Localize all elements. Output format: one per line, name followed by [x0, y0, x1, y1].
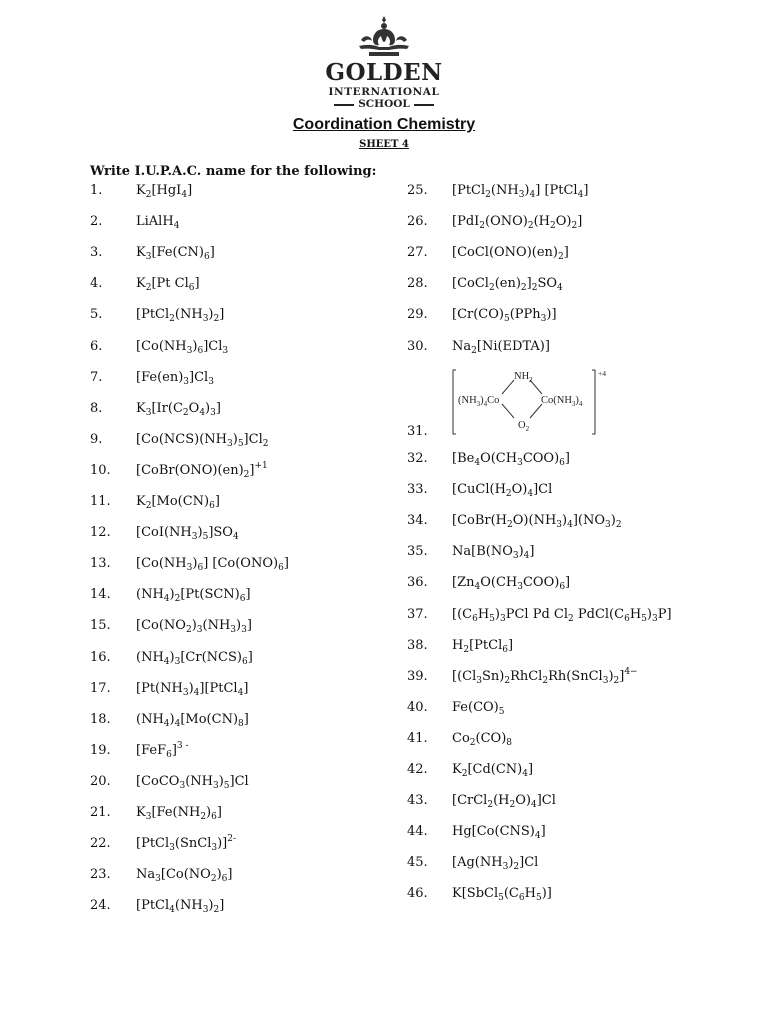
question-number: 38. — [407, 637, 428, 653]
question-number: 26. — [407, 214, 428, 230]
question-formula: $[Co(NO_2)_3(NH_3)_3]$ — [136, 618, 252, 636]
question-formula: $Na_2[Ni(EDTA)]$ — [452, 338, 550, 356]
question-number: 39. — [407, 668, 428, 684]
question-number: 41. — [407, 730, 428, 746]
question-formula: [PtCl$_3$(SnCl$_3$)]$^{2-}$ — [136, 834, 237, 854]
question-number: 19. — [90, 742, 111, 758]
question-number: 3. — [90, 245, 103, 261]
question-number: 4. — [90, 276, 103, 292]
question-item — [90, 460, 410, 481]
question-item — [407, 307, 727, 325]
question-formula: $K_2[HgI_4]$ — [136, 183, 193, 200]
question-formula: $K_2[Cd(CN)_4]$ — [452, 762, 534, 779]
question-number: 45. — [407, 855, 428, 871]
school-logo — [0, 14, 768, 111]
question-formula: $[CoCl(ONO)(en)_2]$ — [452, 245, 569, 263]
question-item — [90, 867, 410, 885]
question-number: 11. — [90, 494, 111, 509]
instruction-text: Write I.U.P.A.C. name for the following: — [90, 164, 377, 179]
question-item — [407, 607, 727, 625]
question-formula: $[CoCl_2(en)_2]_2SO_4$ — [452, 276, 563, 294]
question-formula: $[PtCl_4(NH_3)_2]$ — [136, 898, 225, 916]
question-formula: $[Zn_4O(CH_3COO)_6]$ — [452, 575, 571, 593]
question-item — [407, 513, 727, 531]
question-formula: $K_3[Fe(NH_2)_6]$ — [136, 805, 222, 822]
question-formula: $[CuCl(H_2O)_4]Cl$ — [452, 482, 553, 500]
question-item — [407, 886, 727, 904]
question-number: 7. — [90, 369, 103, 385]
school-name-line3 — [0, 98, 768, 111]
question-formula: $Na_3[Co(NO_2)_6]$ — [136, 867, 233, 885]
question-formula: $Hg[Co(CNS)_4]$ — [452, 824, 546, 842]
question-item — [90, 525, 410, 543]
question-formula: $[CoCO_3(NH_3)_5]Cl$ — [136, 773, 249, 791]
question-number: 13. — [90, 556, 111, 572]
question-formula: $[Co(NH_3)_6]$ $[Co(ONO)_6]$ — [136, 556, 289, 574]
divider — [334, 104, 354, 106]
question-item — [90, 307, 410, 325]
question-number: 23. — [90, 867, 111, 883]
question-formula: $[(Cl_3Sn)_2RhCl_2Rh(SnCl_3)_2]^{4-}$ — [452, 666, 638, 686]
question-formula: LiAlH$_4$ — [136, 214, 180, 232]
question-item — [90, 183, 410, 201]
question-formula: $[CoBr(H_2O)(NH_3)_4](NO_3)_2$ — [452, 513, 622, 531]
question-number: 8. — [90, 400, 103, 416]
question-item — [407, 855, 727, 873]
question-item — [90, 214, 410, 232]
right-bracket — [592, 370, 595, 434]
question-number: 40. — [407, 699, 428, 715]
bond — [502, 380, 514, 394]
question-formula: $[Be_4O(CH_3COO)_6]$ — [452, 451, 570, 468]
question-item — [407, 638, 727, 656]
question-item — [407, 245, 727, 263]
question-item — [90, 245, 410, 263]
question-number: 18. — [90, 711, 111, 727]
question-number: 6. — [90, 338, 103, 354]
question-number: 16. — [90, 649, 111, 665]
question-number: 32. — [407, 451, 428, 466]
question-number: 1. — [90, 183, 103, 198]
question-number: 21. — [90, 805, 111, 820]
question-number: 2. — [90, 214, 103, 230]
question-formula: $Co_2(CO)_8$ — [452, 730, 512, 748]
bridge-nh2: $NH_2$ — [514, 371, 533, 384]
question-item — [90, 805, 410, 823]
question-number: 34. — [407, 513, 428, 529]
question-formula: [$(C_6H_5)_3PCl$ Pd $Cl_2$ $PdCl(C_6H_5)_3P$] — [452, 606, 672, 624]
question-item — [407, 544, 727, 562]
question-formula: $[Ag(NH_3)_2]Cl$ — [452, 855, 539, 873]
question-formula: $(NH_4)_2[Pt(SCN)_6]$ — [136, 587, 251, 605]
question-number: 9. — [90, 431, 103, 447]
question-item — [407, 482, 727, 500]
question-item — [407, 183, 727, 201]
question-number: 12. — [90, 525, 111, 541]
question-item — [407, 214, 727, 232]
question-number: 14. — [90, 587, 111, 603]
question-item — [407, 451, 727, 469]
question-formula: $[PtCl_2(NH_3)_4]$ [PtCl$_4$] — [452, 183, 589, 200]
divider — [414, 104, 434, 106]
question-formula: $H_2[PtCl_6]$ — [452, 637, 514, 655]
question-number: 42. — [407, 762, 428, 777]
question-formula: $(NH_4)_3[Cr(NCS)_6]$ — [136, 649, 253, 667]
left-bracket — [453, 370, 456, 434]
question-formula: $[Co(NCS)(NH_3)_5]Cl_2$ — [136, 431, 269, 449]
question-number: 33. — [407, 482, 428, 498]
question-number: 31. — [407, 424, 428, 439]
school-name-line3-text: SCHOOL — [358, 98, 410, 110]
question-formula: $[PtCl_2(NH_3)_2]$ — [136, 307, 225, 325]
question-formula: $[CrCl_2(H_2O)_4]Cl$ — [452, 793, 556, 811]
question-item — [407, 762, 727, 780]
question-number: 24. — [90, 898, 111, 914]
sheet-label: SHEET 4 — [359, 139, 409, 150]
question-formula: $[FeF_6]^{3 -}$ — [136, 740, 189, 760]
question-formula: $K_3[Ir(C_2O_4)_3]$ — [136, 400, 221, 418]
question-formula: $[Fe(en)_3]Cl_3$ — [136, 369, 214, 387]
question-formula: $[Pt(NH_3)_4][PtCl_4]$ — [136, 680, 249, 698]
question-number: 25. — [407, 183, 428, 198]
question-item — [90, 370, 410, 388]
question-item — [90, 432, 410, 450]
question-item — [90, 276, 410, 294]
question-number: 15. — [90, 618, 111, 634]
question-number: 44. — [407, 824, 428, 840]
question-number: 10. — [90, 462, 111, 478]
question-item — [407, 700, 727, 718]
question-number: 37. — [407, 606, 428, 622]
question-formula: $(NH_4)_4[Mo(CN)_8]$ — [136, 711, 249, 729]
question-number: 20. — [90, 773, 111, 789]
question-item — [90, 836, 410, 854]
question-number: 5. — [90, 307, 103, 323]
question-number: 43. — [407, 793, 428, 809]
question-number: 29. — [407, 307, 428, 323]
question-item — [407, 666, 727, 687]
question-formula: $K[SbCl_5(C_6H_5)]$ — [452, 886, 552, 904]
question-item — [407, 276, 727, 294]
question-formula: $K_3[Fe(CN)_6]$ — [136, 245, 215, 263]
right-cobalt: $Co(NH_3)_4$ — [541, 395, 583, 408]
question-formula: $K_2[Pt$ $Cl_6$] — [136, 276, 200, 294]
question-item — [90, 494, 410, 512]
question-formula: $K_2[Mo(CN)_6]$ — [136, 494, 220, 511]
question-item — [90, 556, 410, 574]
question-formula: $[Co(NH_3)_6]Cl_3$ — [136, 338, 229, 356]
left-cobalt: $(NH_3)_4Co$ — [458, 395, 500, 408]
question-item — [90, 650, 410, 668]
question-formula: $[Cr(CO)_5(PPh_3)]$ — [452, 307, 557, 325]
question-formula: $[CoI(NH_3)_5]SO_4$ — [136, 525, 239, 543]
question-item — [90, 339, 410, 357]
crest-icon — [355, 14, 413, 58]
question-item — [407, 793, 727, 811]
question-item — [407, 575, 727, 593]
question-number: 46. — [407, 886, 428, 902]
question-item — [90, 681, 410, 699]
question-item — [90, 401, 410, 419]
question-item — [90, 712, 410, 730]
question-item — [407, 339, 727, 357]
school-name-line2: INTERNATIONAL — [328, 86, 440, 98]
question-formula: $[PdI_2(ONO)_2(H_2O)_2]$ — [452, 214, 583, 232]
bond — [502, 404, 514, 418]
question-item — [407, 731, 727, 749]
question-item — [90, 774, 410, 792]
bridge-o2: $O_2$ — [518, 420, 530, 433]
question-item — [90, 587, 410, 605]
question-number: 35. — [407, 544, 428, 560]
charge: +4 — [598, 369, 606, 378]
question-number: 17. — [90, 680, 111, 696]
school-name: GOLDEN — [325, 59, 443, 86]
question-number: 30. — [407, 338, 428, 354]
question-formula: $Fe(CO)_5$ — [452, 699, 505, 717]
question-item — [90, 898, 410, 916]
question-item — [90, 740, 410, 761]
question-item — [90, 618, 410, 636]
bond — [530, 404, 542, 418]
question-number: 22. — [90, 836, 111, 852]
question-formula: $Na[B(NO_3)_4]$ — [452, 544, 535, 562]
question-formula: $[CoBr(ONO)(en)_2]^{+1}$ — [136, 460, 268, 480]
question-number: 28. — [407, 276, 428, 292]
question-number: 27. — [407, 245, 428, 261]
page-title: Coordination Chemistry — [292, 116, 476, 133]
question-number: 36. — [407, 575, 428, 591]
question-item — [407, 824, 727, 842]
structure-31-diagram — [452, 368, 616, 436]
